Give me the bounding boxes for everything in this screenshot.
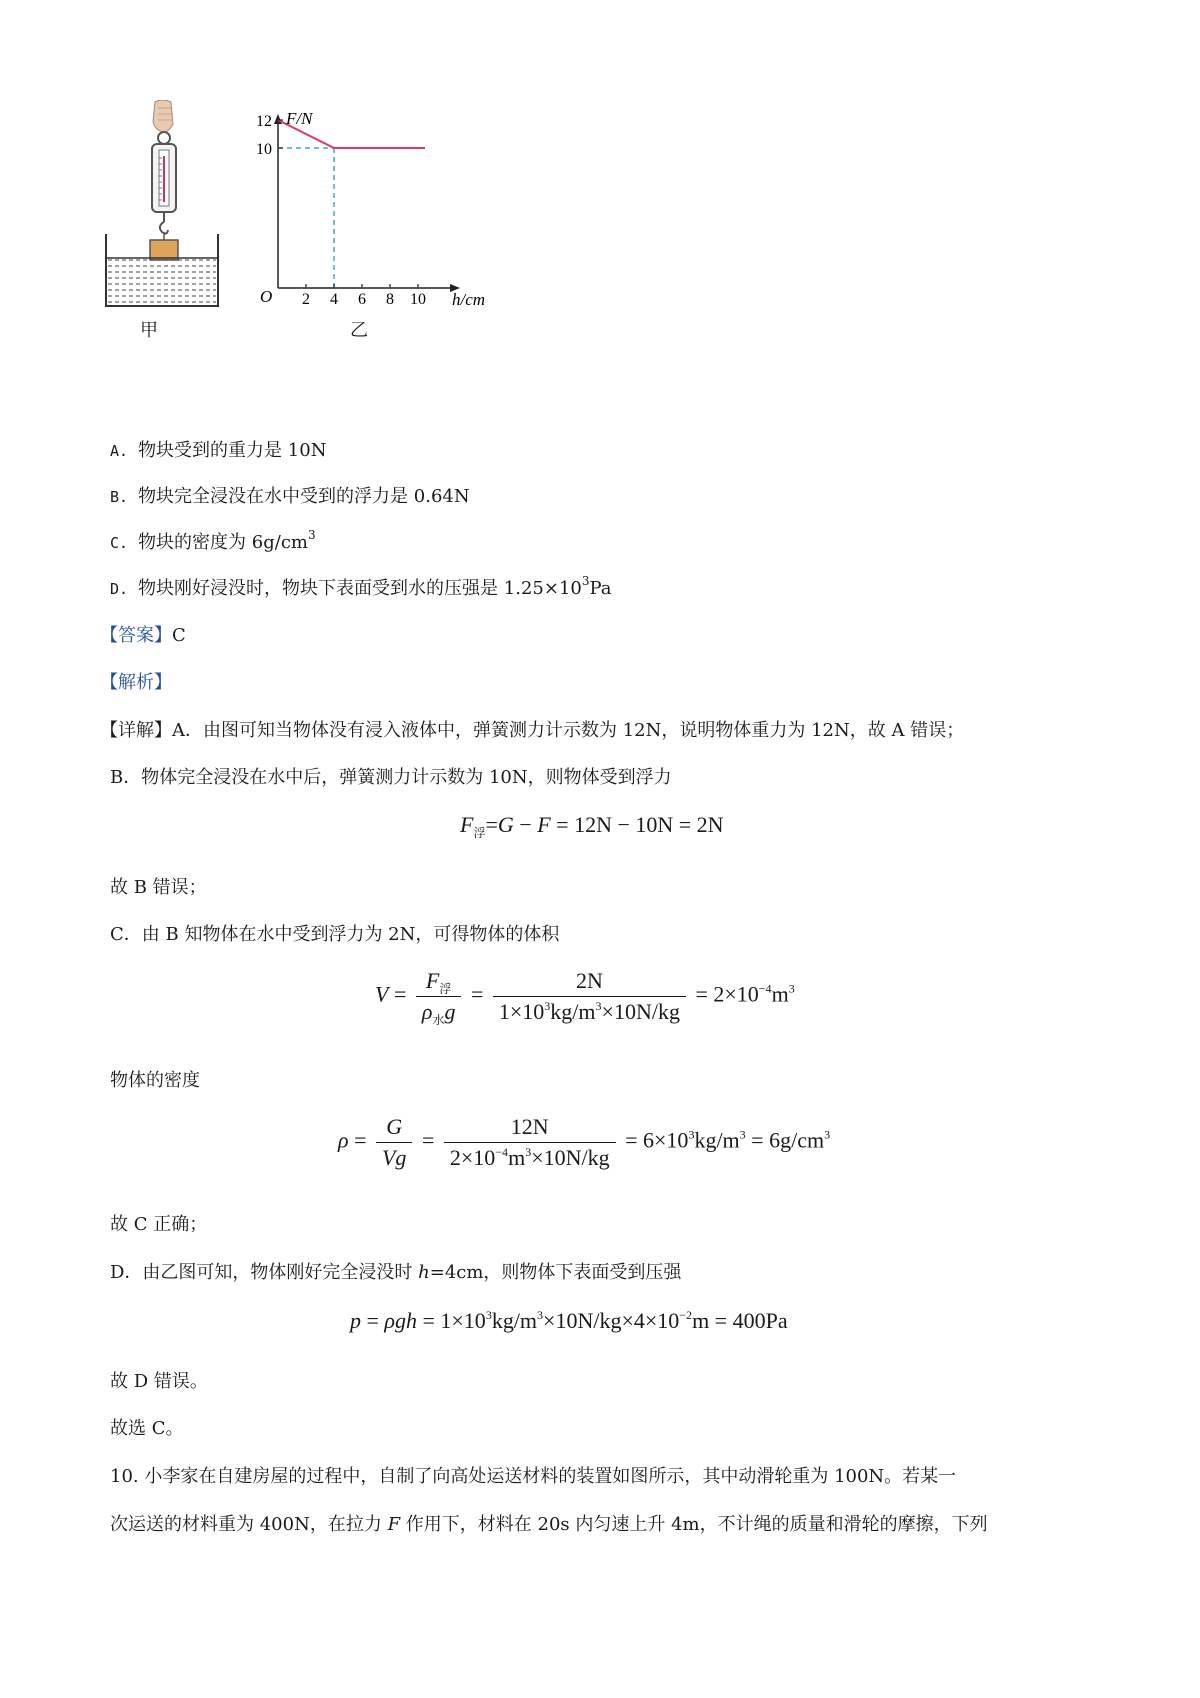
question10-var-f: F <box>387 1514 401 1535</box>
x-axis-label: h/cm <box>452 290 486 309</box>
explanation-c: C．由 B 知物体在水中受到浮力为 2N，可得物体的体积 <box>110 924 560 945</box>
option-a-text: 物块受到的重力是 10N <box>138 440 327 461</box>
option-d-unit: Pa <box>589 578 612 599</box>
explanation-final: 故选 C。 <box>110 1418 184 1439</box>
y-tick-label: 10 <box>256 141 272 158</box>
question10-line2-pre: 次运送的材料重为 400N，在拉力 <box>110 1514 388 1535</box>
answer-line <box>100 621 186 647</box>
explanation-d <box>110 1258 681 1284</box>
force-depth-graph <box>274 114 460 292</box>
question10-line2 <box>110 1510 988 1536</box>
option-c <box>110 528 316 554</box>
option-d-text: 物块刚好浸没时，物块下表面受到水的压强是 1.25×10 <box>138 578 582 599</box>
explanation-b-end: 故 B 错误； <box>110 877 207 898</box>
caption-yi: 乙 <box>350 320 368 341</box>
option-c-text: 物块的密度为 6g/cm <box>138 532 308 553</box>
origin-label: O <box>260 287 273 306</box>
x-tick-label: 10 <box>410 291 426 308</box>
equation-buoyancy: $F_浮=G - F = 12N - 10N = 2N$ <box>460 812 724 840</box>
equation-pressure: $p = \rho gh = 1\times 10^3kg/m^3\times 10N/kg\times 4\times 10^{-2}m = 400Pa$ <box>350 1308 788 1333</box>
explanation-d-post: =4cm，则物体下表面受到压强 <box>429 1262 682 1283</box>
option-c-sup: 3 <box>307 528 316 542</box>
option-b <box>110 482 470 508</box>
explanation-a: 【详解】A．由图可知当物体没有浸入液体中，弹簧测力计示数为 12N，说明物体重力为 12N，故 A 错误； <box>100 720 965 741</box>
figure-svg <box>100 100 560 380</box>
option-a <box>110 436 326 462</box>
explanation-c-end: 故 C 正确； <box>110 1214 208 1235</box>
equation-volume: V = $\frac{F_浮}{\rho_水g}$ = $\frac{2N}{1\times 10^3kg/m^3\times 10N/kg}$ = $2\times 10^{-4}m^3$ <box>375 968 795 1027</box>
option-d-label: D. <box>110 580 129 598</box>
explanation-d-var: h <box>418 1262 430 1283</box>
answer-tag: 【答案】 <box>100 625 172 646</box>
x-tick-label: 4 <box>330 291 338 308</box>
equation-density: ρ = $\frac{G}{Vg}$ = $\frac{12N}{2\times 10^{-4}m^3\times 10N/kg}$ = $6\times 10^3kg/m^3 = 6g/cm^3$ <box>338 1114 831 1170</box>
x-tick-label: 2 <box>302 291 310 308</box>
analysis-tag: 【解析】 <box>100 672 172 693</box>
question10-line1: 10. 小李家在自建房屋的过程中，自制了向高处运送材料的装置如图所示，其中动滑轮重为 100N。若某一 <box>110 1466 957 1487</box>
y-axis-label: F/N <box>286 109 313 128</box>
x-tick-label: 8 <box>386 291 394 308</box>
option-b-text: 物块完全浸没在水中受到的浮力是 0.64N <box>138 486 470 507</box>
option-d <box>110 574 612 600</box>
apparatus-illustration <box>106 100 218 306</box>
explanation-d-end: 故 D 错误。 <box>110 1371 208 1392</box>
option-c-label: C. <box>110 534 129 552</box>
caption-jia: 甲 <box>140 320 158 341</box>
option-a-label: A. <box>110 442 129 460</box>
explanation-d-pre: D．由乙图可知，物体刚好完全浸没时 <box>110 1262 419 1283</box>
figure <box>100 100 560 380</box>
y-tick-label: 12 <box>256 113 272 130</box>
explanation-c-mid: 物体的密度 <box>110 1070 200 1091</box>
answer-value: C <box>172 625 186 646</box>
explanation-b: B．物体完全浸没在水中后，弹簧测力计示数为 10N，则物体受到浮力 <box>110 767 672 788</box>
option-b-label: B. <box>110 488 129 506</box>
question10-line2-post: 作用下，材料在 20s 内匀速上升 4m，不计绳的质量和滑轮的摩擦，下列 <box>400 1514 988 1535</box>
option-d-sup: 3 <box>581 574 590 588</box>
x-tick-label: 6 <box>358 291 366 308</box>
